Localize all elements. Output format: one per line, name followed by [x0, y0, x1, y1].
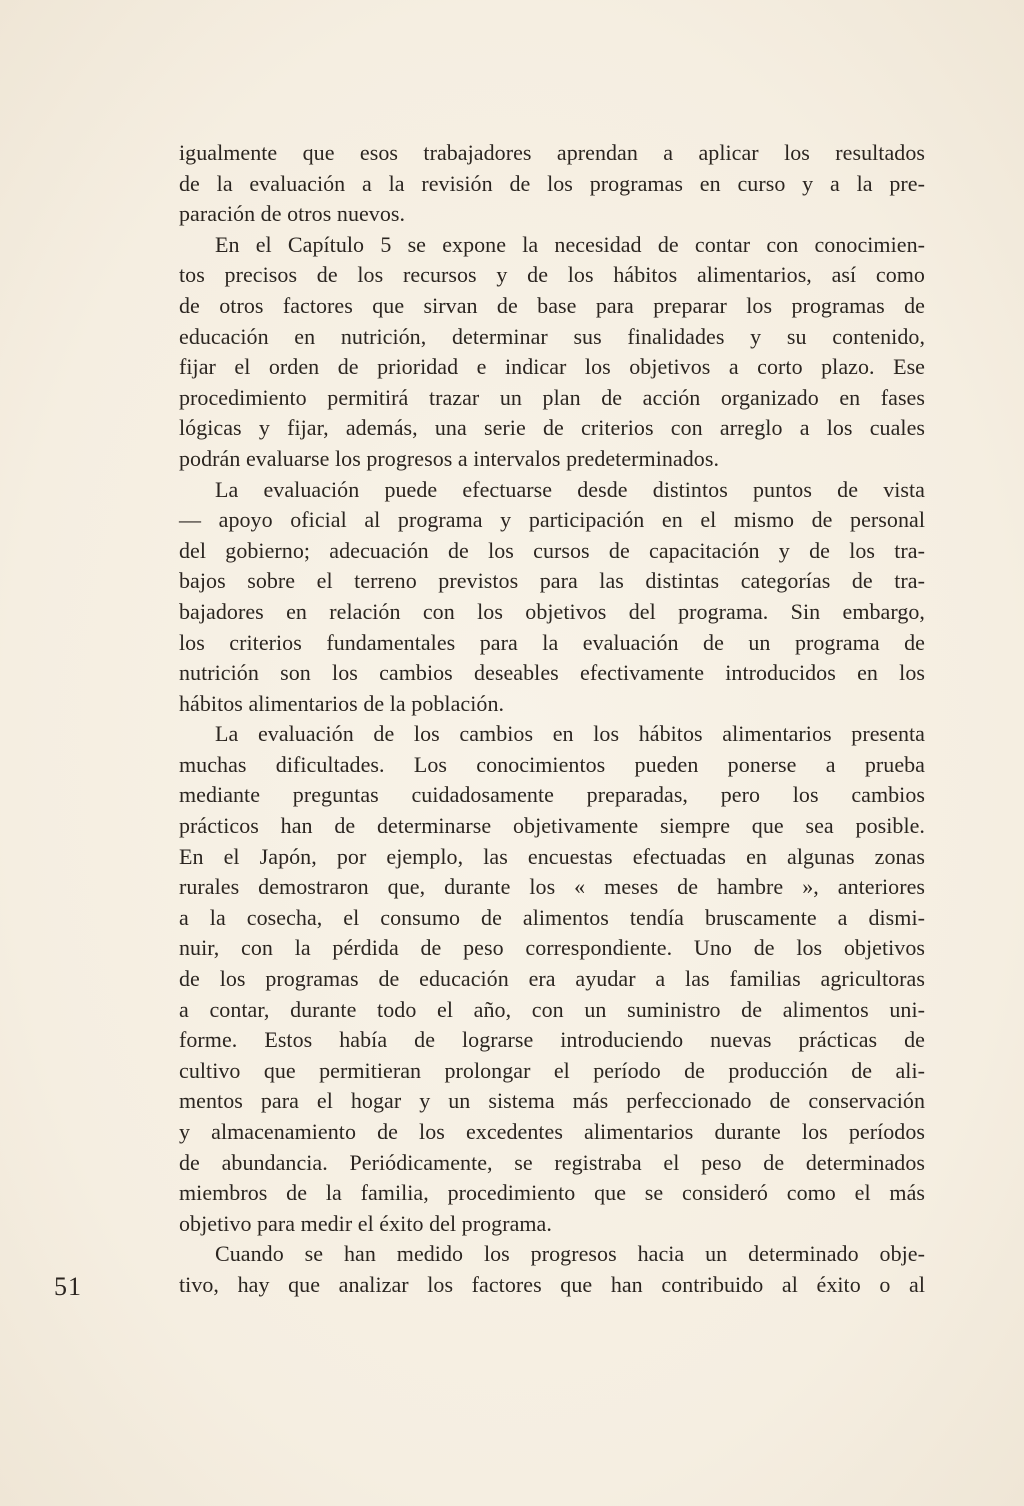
text-line: educación en nutrición, determinar sus finalidades y su contenido, [179, 323, 925, 349]
text-line: los criterios fundamentales para la evaluación de un programa de [179, 629, 925, 655]
text-line: forme. Estos había de lograrse introduciendo nuevas prácticas de [179, 1027, 925, 1053]
text-line: miembros de la familia, procedimiento que se consideró como el más [179, 1180, 925, 1206]
text-line: lógicas y fijar, además, una serie de criterios con arreglo a los cuales [179, 415, 925, 441]
paragraph-5 [179, 1239, 925, 1300]
text-line: del gobierno; adecuación de los cursos de capacitación y de los tra- [179, 537, 925, 563]
text-line: tivo, hay que analizar los factores que han contribuido al éxito o al [179, 1271, 925, 1297]
text-line: cultivo que permitieran prolongar el período de producción de ali- [179, 1057, 925, 1083]
paragraph-1 [179, 138, 925, 230]
paragraph-2 [179, 230, 925, 475]
text-line: a la cosecha, el consumo de alimentos tendía bruscamente a dismi- [179, 904, 925, 930]
page-number: 51 [54, 1272, 82, 1301]
text-line: mediante preguntas cuidadosamente preparadas, pero los cambios [179, 782, 925, 808]
text-line: a contar, durante todo el año, con un suministro de alimentos uni- [179, 996, 925, 1022]
text-line: de los programas de educación era ayudar a las familias agricultoras [179, 966, 925, 992]
text-line: fijar el orden de prioridad e indicar los objetivos a corto plazo. Ese [179, 354, 925, 380]
text-line: La evaluación de los cambios en los hábitos alimentarios presenta [215, 721, 925, 747]
text-line: igualmente que esos trabajadores aprendan a aplicar los resultados [179, 140, 925, 165]
text-line: procedimiento permitirá trazar un plan de acción organizado en fases [179, 384, 925, 410]
text-line: de abundancia. Periódicamente, se registraba el peso de determinados [179, 1149, 925, 1175]
text-line: — apoyo oficial al programa y participación en el mismo de personal [179, 507, 925, 533]
text-line: y almacenamiento de los excedentes alimentarios durante los períodos [179, 1119, 925, 1144]
text-line: bajos sobre el terreno previstos para las distintas categorías de tra- [179, 568, 925, 594]
text-line: prácticos han de determinarse objetivamente siempre que sea posible. [179, 813, 925, 839]
text-line: hábitos alimentarios de la población. [179, 690, 505, 716]
text-line: Cuando se han medido los progresos hacia un determinado obje- [215, 1241, 925, 1267]
text-line: bajadores en relación con los objetivos del programa. Sin embargo, [179, 598, 925, 624]
paragraph-4 [179, 719, 925, 1239]
paragraph-3 [179, 475, 925, 720]
text-line: nutrición son los cambios deseables efectivamente introducidos en los [179, 660, 925, 686]
body-text [179, 138, 925, 1301]
text-line: de otros factores que sirvan de base para preparar los programas de [179, 292, 925, 318]
text-line: La evaluación puede efectuarse desde distintos puntos de vista [215, 476, 925, 502]
text-line: muchas dificultades. Los conocimientos pueden ponerse a prueba [179, 751, 925, 777]
text-line: mentos para el hogar y un sistema más perfeccionado de conservación [179, 1088, 925, 1114]
text-line: tos precisos de los recursos y de los hábitos alimentarios, así como [179, 262, 925, 288]
text-line: objetivo para medir el éxito del programa. [179, 1210, 552, 1236]
text-line: de la evaluación a la revisión de los programas en curso y a la pre- [179, 170, 925, 196]
text-line: podrán evaluarse los progresos a intervalos predeterminados. [179, 445, 719, 471]
text-line: nuir, con la pérdida de peso correspondiente. Uno de los objetivos [179, 935, 925, 961]
text-line: paración de otros nuevos. [179, 201, 406, 227]
text-line: En el Capítulo 5 se expone la necesidad de contar con conocimien- [215, 231, 925, 257]
text-line: En el Japón, por ejemplo, las encuestas efectuadas en algunas zonas [179, 843, 925, 869]
text-line: rurales demostraron que, durante los « meses de hambre », anteriores [179, 874, 925, 900]
